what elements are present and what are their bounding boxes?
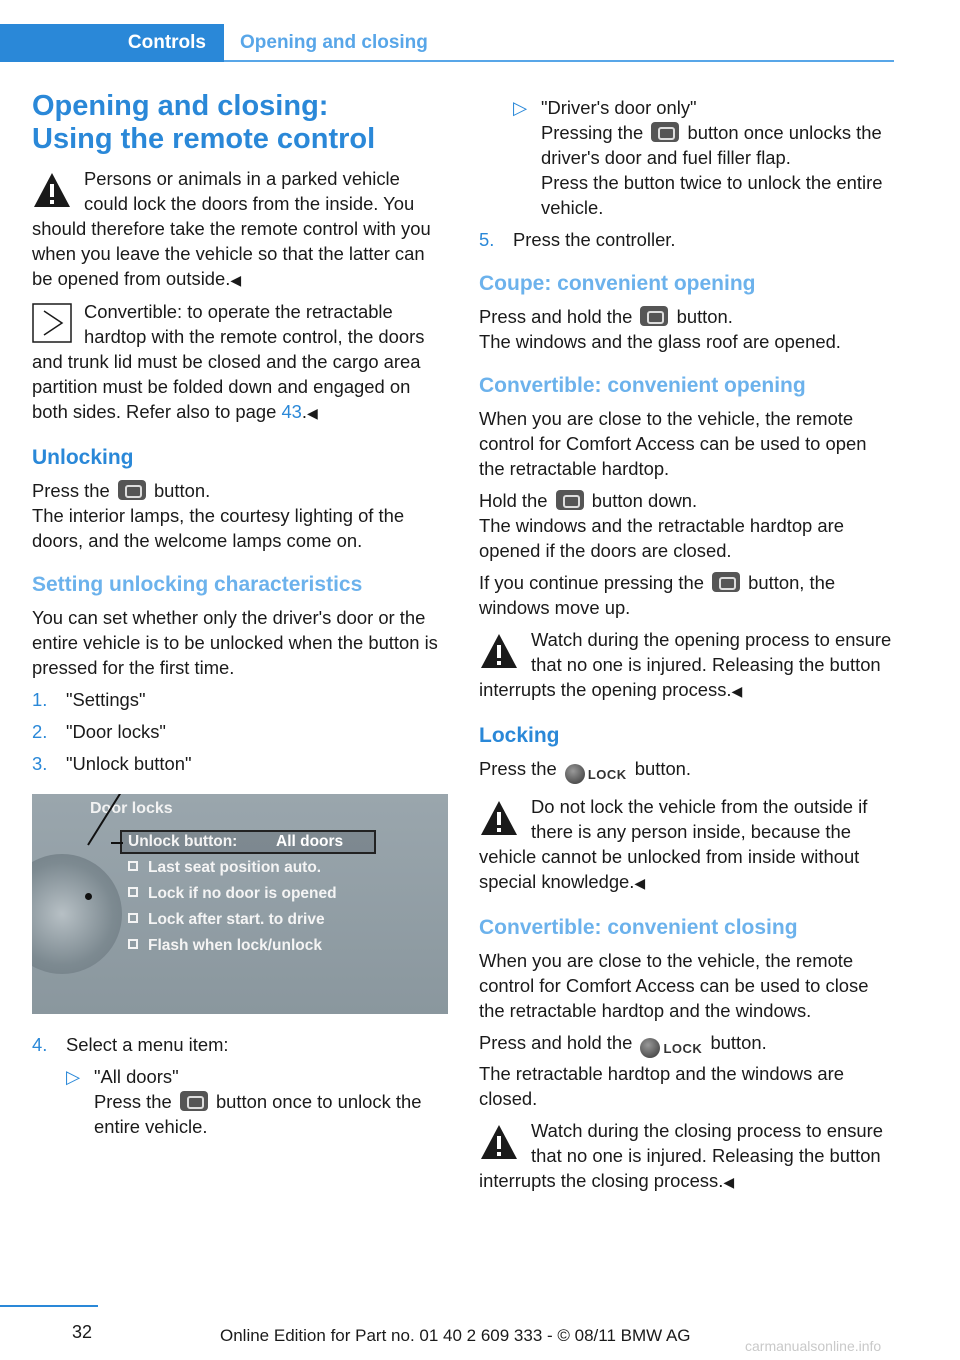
callout-dot (85, 893, 92, 900)
heading-coupe-opening: Coupe: convenient opening (479, 272, 756, 295)
hold-text: Hold the button down. The windows and the retractable hardtop are opened if the doors are closed. (479, 490, 844, 561)
section-label: Controls (127, 32, 206, 53)
heading-setting-unlocking: Setting unlocking characteristics (32, 573, 363, 596)
page-number-rule (0, 1305, 98, 1307)
convertible-opening-text: When you are close to the vehicle, the remote control for Comfort Access can be used to open the retractable hardtop. (479, 408, 867, 479)
warning-note: Watch during the closing process to ensure that no one is injured. Releasing the button interrupts the closing process.◀ (479, 1120, 883, 1191)
menu-item-unlock-button: Unlock button: (128, 833, 238, 850)
screen-title: Door locks (90, 800, 173, 817)
callout-line (111, 842, 123, 844)
menu-item-value: All doors (276, 833, 344, 850)
unlocking-text: Press the button. The interior lamps, the courtesy lighting of the doors, and the welcome lamps come on. (32, 480, 405, 551)
heading-locking: Locking (479, 724, 560, 747)
steps-list (32, 687, 448, 776)
warning-icon (32, 170, 72, 210)
edition-footer: Online Edition for Part no. 01 40 2 609 333 - © 08/11 BMW AG (220, 1326, 691, 1345)
warning-note: Watch during the opening process to ensure that no one is injured. Releasing the button interrupts the opening process.◀ (479, 629, 892, 700)
unlock-button-icon (712, 572, 740, 592)
menu-item: Lock if no door is opened (128, 885, 337, 903)
sub-list-item: ▷ "Driver's door only" Pressing the button once unlocks the driver's door and fuel filler flap. Press the button twice to unlock the entire vehicle. (513, 97, 883, 218)
unlock-button-icon (651, 122, 679, 142)
unlock-button-icon (640, 306, 668, 326)
warning-icon (479, 798, 519, 838)
controller-graphic (32, 854, 122, 974)
warning-icon (479, 1122, 519, 1162)
convertible-closing-text: When you are close to the vehicle, the remote control for Comfort Access can be used to close the retractable hardtop and the windows. (479, 950, 869, 1021)
lock-button-icon: LOCK (640, 1034, 702, 1061)
left-column (32, 90, 448, 1146)
sub-list-item: ▷ "All doors" Press the button once to unlock the entire vehicle. (66, 1066, 422, 1137)
section-tab (0, 24, 224, 62)
chapter-title: Opening and closing (240, 32, 428, 53)
warning-icon (479, 631, 519, 671)
info-note: Convertible: to operate the retractable hardtop with the remote control, the doors and trunk lid must be closed and the cargo area partition must be folded down and engaged on both sides. Refer also to page 43.◀ (32, 301, 425, 422)
unlock-button-icon (180, 1091, 208, 1111)
menu-item: Lock after start. to drive (128, 911, 325, 929)
page-link[interactable]: 43 (281, 401, 302, 422)
list-item: 1. "Settings" (32, 689, 146, 710)
warning-note: Do not lock the vehicle from the outside if there is any person inside, because the vehicle cannot be unlocked from inside without special knowledge.◀ (479, 796, 868, 892)
menu-item: Last seat position auto. (128, 859, 321, 877)
unlock-button-icon (118, 480, 146, 500)
warning-note: Persons or animals in a parked vehicle could lock the doors from the inside. You should therefore take the remote control with you when you leave the vehicle so that the latter can be opened from outside.◀ (32, 168, 431, 289)
heading-convertible-closing: Convertible: convenient closing (479, 916, 798, 939)
sub-list (513, 95, 895, 220)
page-number: 32 (72, 1322, 93, 1342)
close-text: Press and hold the LOCK button. The retractable hardtop and the windows are closed. (479, 1032, 844, 1109)
page-title: Opening and closing: Using the remote control (32, 90, 376, 155)
coupe-text: Press and hold the button. The windows and the glass roof are opened. (479, 306, 841, 352)
list-item: 4. Select a menu item: ▷ "All doors" Press the button once to unlock the entire vehicle. (32, 1032, 448, 1139)
steps-list-final (479, 227, 895, 252)
menu-item: Flash when lock/unlock (128, 937, 322, 955)
continue-text: If you continue pressing the button, the windows move up. (479, 572, 836, 618)
watermark: carmanualsonline.info (745, 1338, 882, 1354)
header-rule (224, 60, 894, 62)
list-item: 2. "Door locks" (32, 721, 166, 742)
list-item: 5. Press the controller. (479, 229, 676, 250)
right-column (479, 95, 895, 1201)
heading-unlocking: Unlocking (32, 446, 134, 469)
unlock-button-icon (556, 490, 584, 510)
setting-text: You can set whether only the driver's door or the entire vehicle is to be unlocked when the button is pressed for the first time. (32, 607, 438, 678)
heading-convertible-opening: Convertible: convenient opening (479, 374, 806, 397)
lock-button-icon: LOCK (565, 760, 627, 787)
list-item: 3. "Unlock button" (32, 753, 192, 774)
sub-list (66, 1064, 448, 1139)
locking-text: Press the LOCK button. (479, 756, 895, 787)
note-triangle-icon (32, 303, 72, 343)
steps-list-continued (32, 1032, 448, 1139)
door-locks-screen (32, 794, 448, 1014)
